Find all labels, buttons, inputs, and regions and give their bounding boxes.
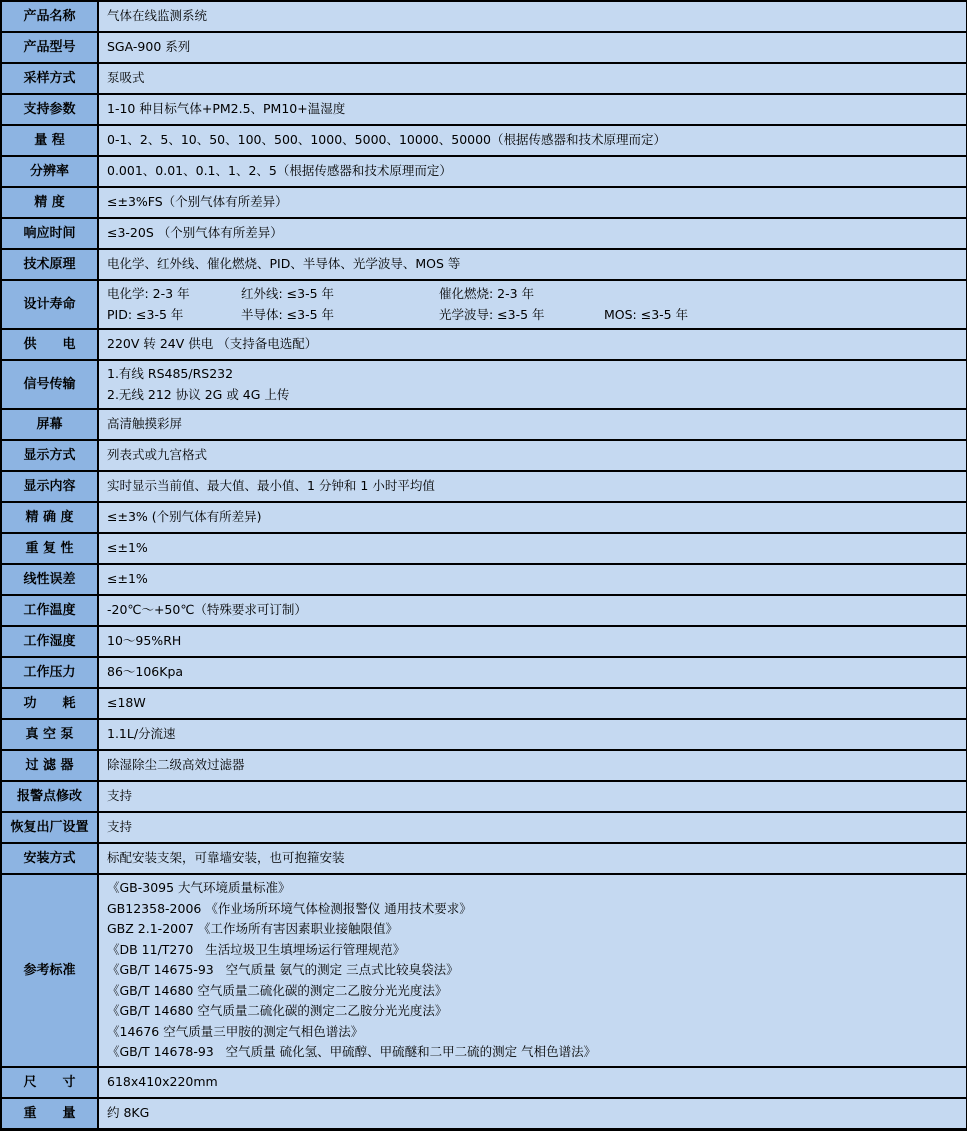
table-row: [2, 1068, 966, 1099]
spec-value-text: 1-10 种目标气体+PM2.5、PM10+温湿度: [107, 101, 346, 117]
table-row: [2, 188, 966, 219]
spec-value: [99, 1068, 966, 1097]
spec-value-line: [107, 1042, 958, 1063]
spec-value-segment: 红外线: ≤3-5 年: [241, 286, 335, 301]
spec-label: 供 电: [2, 330, 99, 359]
spec-label: 真 空 泵: [2, 720, 99, 749]
spec-label: 显示方式: [2, 441, 99, 470]
spec-value-segment: 光学波导: ≤3-5 年: [439, 306, 545, 322]
spec-value-text: 10～95%RH: [107, 633, 182, 649]
spec-value-text: 0.001、0.01、0.1、1、2、5（根据传感器和技术原理而定）: [107, 163, 452, 179]
table-row: [2, 503, 966, 534]
spec-value-segment: 2.无线 212 协议 2G 或 4G 上传: [107, 386, 290, 402]
spec-value: [99, 410, 966, 439]
spec-value: [99, 720, 966, 749]
spec-value-text: 除湿除尘二级高效过滤器: [107, 757, 245, 773]
spec-label: 精 度: [2, 188, 99, 217]
spec-value-line: [107, 1022, 958, 1043]
spec-label: 重 量: [2, 1099, 99, 1128]
spec-value-text: ≤±3% (个别气体有所差异): [107, 509, 262, 525]
spec-value-segment: 催化燃烧: 2-3 年: [439, 286, 535, 301]
spec-value-text: 列表式或九宫格式: [107, 447, 208, 463]
spec-value-segment: 《DB 11/T270 生活垃圾卫生填埋场运行管理规范》: [107, 941, 406, 957]
spec-value-segment: 《GB/T 14675-93 空气质量 氨气的测定 三点式比较臭袋法》: [107, 962, 459, 977]
table-row: [2, 157, 966, 188]
spec-value-text: 标配安装支架，可靠墙安装，也可抱箍安装: [107, 850, 345, 866]
spec-label: 功 耗: [2, 689, 99, 718]
spec-value: [99, 844, 966, 873]
table-row: [2, 126, 966, 157]
spec-value: [99, 157, 966, 186]
spec-value-text: 0-1、2、5、10、50、100、500、1000、5000、10000、50000（根据传感器和技术原理而定）: [107, 132, 667, 148]
table-row: [2, 219, 966, 250]
spec-value-segment: PID: ≤3-5 年: [107, 306, 184, 322]
spec-label: 支持参数: [2, 95, 99, 124]
spec-label: 工作湿度: [2, 627, 99, 656]
spec-label: 产品型号: [2, 33, 99, 62]
spec-value-text: 支持: [107, 788, 133, 804]
spec-value: [99, 751, 966, 780]
table-row: [2, 95, 966, 126]
table-row: [2, 596, 966, 627]
spec-label: 工作压力: [2, 658, 99, 687]
spec-value: [99, 330, 966, 359]
table-row: [2, 281, 966, 330]
spec-value-line: [107, 284, 958, 305]
spec-label: 线性误差: [2, 565, 99, 594]
spec-value-segment: 《GB/T 14680 空气质量二硫化碳的测定二乙胺分光光度法》: [107, 1003, 448, 1018]
spec-value-text: 实时显示当前值、最大值、最小值、1 分钟和 1 小时平均值: [107, 478, 435, 494]
spec-value-text: 电化学、红外线、催化燃烧、PID、半导体、光学波导、MOS 等: [107, 256, 461, 272]
spec-label: 采样方式: [2, 64, 99, 93]
table-row: [2, 441, 966, 472]
spec-value: [99, 875, 966, 1066]
spec-value: [99, 658, 966, 687]
spec-value-line: [107, 364, 958, 385]
spec-label: 屏幕: [2, 410, 99, 439]
table-row: [2, 330, 966, 361]
spec-label: 产品名称: [2, 2, 99, 31]
spec-value: [99, 2, 966, 31]
table-row: [2, 250, 966, 281]
spec-value: [99, 188, 966, 217]
spec-value: [99, 281, 966, 328]
spec-value-line: [107, 981, 958, 1002]
spec-value-text: ≤±3%FS（个别气体有所差异）: [107, 194, 288, 210]
spec-value-text: 高清触摸彩屏: [107, 416, 183, 432]
spec-value: [99, 689, 966, 718]
spec-value: [99, 472, 966, 501]
spec-value-text: 1.1L/分流速: [107, 726, 176, 742]
spec-value: [99, 64, 966, 93]
table-row: [2, 1099, 966, 1128]
table-row: [2, 565, 966, 596]
spec-value: [99, 627, 966, 656]
spec-label: 显示内容: [2, 472, 99, 501]
spec-value: [99, 126, 966, 155]
spec-label: 信号传输: [2, 361, 99, 408]
spec-value-text: 约 8KG: [107, 1104, 150, 1120]
spec-value-text: -20℃～+50℃（特殊要求可订制）: [107, 602, 307, 618]
spec-value-segment: 《GB/T 14680 空气质量二硫化碳的测定二乙胺分光光度法》: [107, 982, 448, 998]
spec-label: 响应时间: [2, 219, 99, 248]
spec-label: 报警点修改: [2, 782, 99, 811]
table-row: [2, 658, 966, 689]
spec-label: 过 滤 器: [2, 751, 99, 780]
spec-value-segment: 半导体: ≤3-5 年: [241, 306, 335, 322]
spec-label: 安装方式: [2, 844, 99, 873]
spec-label: 恢复出厂设置: [2, 813, 99, 842]
table-row: [2, 410, 966, 441]
spec-label: 重 复 性: [2, 534, 99, 563]
spec-value-text: 86～106Kpa: [107, 664, 184, 680]
spec-value-text: 支持: [107, 819, 133, 835]
table-row: [2, 534, 966, 565]
spec-value: [99, 534, 966, 563]
spec-value: [99, 441, 966, 470]
spec-value-segment: 1.有线 RS485/RS232: [107, 366, 234, 381]
table-row: [2, 720, 966, 751]
spec-value-line: [107, 385, 958, 406]
spec-label: 量 程: [2, 126, 99, 155]
spec-value-segment: MOS: ≤3-5 年: [604, 306, 689, 322]
spec-value-line: [107, 878, 958, 899]
spec-label: 工作温度: [2, 596, 99, 625]
spec-value-text: ≤3-20S （个别气体有所差异）: [107, 225, 283, 241]
spec-value-text: 泵吸式: [107, 70, 145, 86]
spec-value: [99, 503, 966, 532]
spec-label: 技术原理: [2, 250, 99, 279]
table-row: [2, 472, 966, 503]
spec-value-text: ≤±1%: [107, 571, 148, 587]
spec-value-text: ≤18W: [107, 695, 146, 711]
table-row: [2, 64, 966, 95]
spec-value: [99, 813, 966, 842]
spec-value-text: 220V 转 24V 供电 （支持备电选配）: [107, 336, 318, 352]
table-row: [2, 875, 966, 1068]
spec-value-line: [107, 1001, 958, 1022]
spec-label: 设计寿命: [2, 281, 99, 328]
spec-label: 尺 寸: [2, 1068, 99, 1097]
table-row: [2, 627, 966, 658]
table-row: [2, 33, 966, 64]
spec-value-text: ≤±1%: [107, 540, 148, 556]
table-row: [2, 689, 966, 720]
spec-value: [99, 33, 966, 62]
spec-value-segment: GB12358-2006 《作业场所环境气体检测报警仪 通用技术要求》: [107, 900, 472, 916]
spec-label: 参考标准: [2, 875, 99, 1066]
spec-value-line: [107, 960, 958, 981]
spec-value-line: [107, 899, 958, 920]
spec-value-text: 气体在线监测系统: [107, 8, 208, 24]
spec-value-segment: 《GB/T 14678-93 空气质量 硫化氢、甲硫醇、甲硫醚和二甲二硫的测定 气相色谱法》: [107, 1044, 597, 1059]
table-row: [2, 2, 966, 33]
table-row: [2, 813, 966, 844]
spec-value-segment: 《GB-3095 大气环境质量标准》: [107, 880, 291, 895]
spec-value-text: 618x410x220mm: [107, 1073, 218, 1089]
spec-value: [99, 596, 966, 625]
spec-value: [99, 361, 966, 408]
spec-value: [99, 565, 966, 594]
spec-value-line: [107, 305, 958, 326]
spec-value: [99, 1099, 966, 1128]
spec-value-segment: 《14676 空气质量三甲胺的测定气相色谱法》: [107, 1023, 364, 1039]
table-row: [2, 751, 966, 782]
table-row: [2, 844, 966, 875]
spec-value-line: [107, 919, 958, 940]
spec-value: [99, 219, 966, 248]
spec-value-segment: 电化学: 2-3 年: [107, 286, 190, 301]
spec-value: [99, 782, 966, 811]
spec-value-segment: GBZ 2.1-2007 《工作场所有害因素职业接触限值》: [107, 921, 398, 936]
table-row: [2, 361, 966, 410]
spec-value-line: [107, 940, 958, 961]
table-row: [2, 782, 966, 813]
spec-label: 分辨率: [2, 157, 99, 186]
spec-value: [99, 95, 966, 124]
spec-value: [99, 250, 966, 279]
spec-label: 精 确 度: [2, 503, 99, 532]
spec-value-text: SGA-900 系列: [107, 39, 191, 55]
